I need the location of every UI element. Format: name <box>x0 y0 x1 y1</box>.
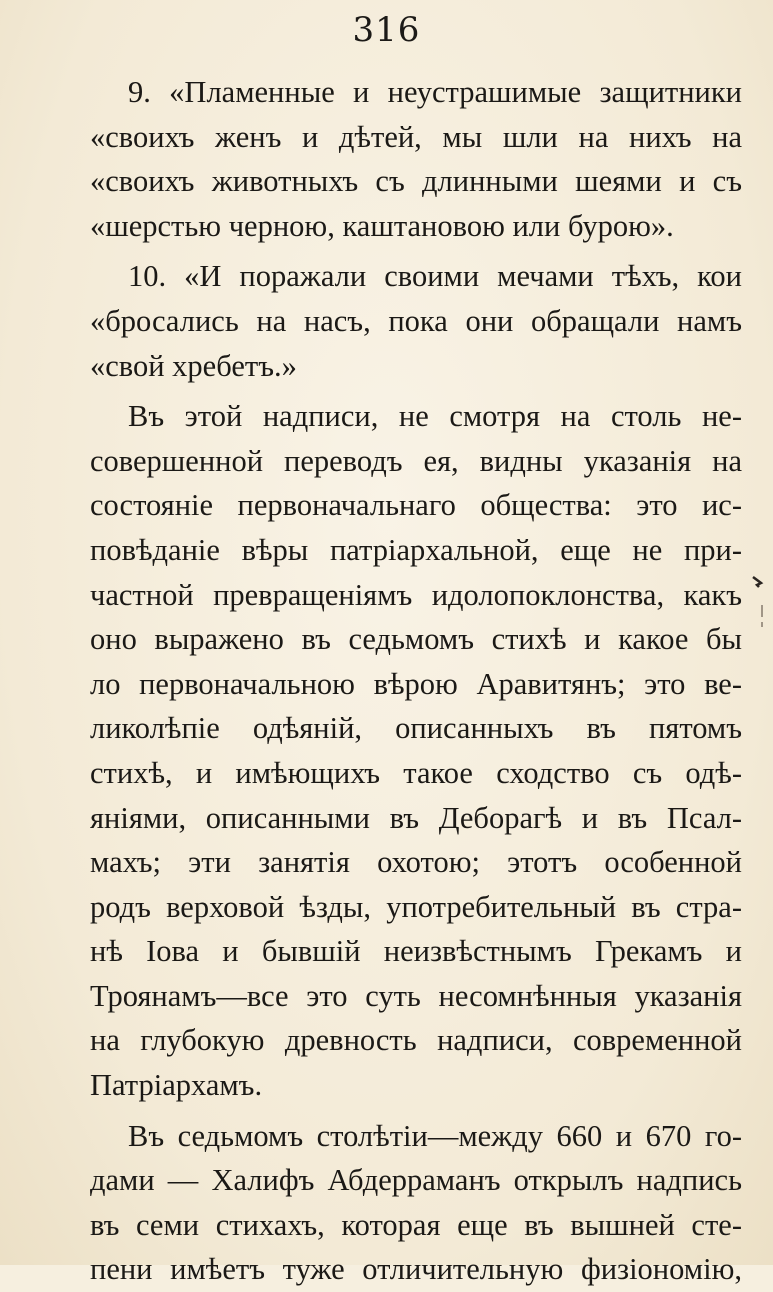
text-line: Патріархамъ. <box>90 1068 263 1103</box>
text-line: повѣданіе вѣры патріархальной, еще не при- <box>90 532 742 567</box>
margin-mark-icon <box>749 575 767 635</box>
text-line: Въ седьмомъ столѣтіи—между 660 и 670 го- <box>128 1118 742 1153</box>
text-line: Въ этой надписи, не смотря на столь не- <box>128 399 742 434</box>
text-line: родъ верховой ѣзды, употребительный въ стра- <box>90 889 742 924</box>
text-line: оно выражено въ седьмомъ стихѣ и какое бы <box>90 622 742 657</box>
page-number: 316 <box>352 10 421 50</box>
text-line: Троянамъ—все это суть несомнѣнныя указанія <box>90 978 742 1013</box>
text-line: «своихъ животныхъ съ длинными шеями и съ <box>90 164 742 199</box>
text-line: состояніе первоначальнаго общества: это ис- <box>90 488 742 523</box>
text-line: ликолѣпіе одѣяній, описанныхъ въ пятомъ <box>90 711 742 746</box>
text-line: «свой хребетъ.» <box>90 348 297 383</box>
margin-mark <box>749 575 767 635</box>
text-line: 10. «И поражали своими мечами тѣхъ, кои <box>128 259 742 294</box>
text-line: ло первоначальною вѣрою Аравитянъ; это ве- <box>90 666 742 701</box>
text-line: совершенной переводъ ея, видны указанія на <box>90 443 742 478</box>
text-line: «шерстью черною, каштановою или бурою». <box>90 208 674 243</box>
text-line: въ семи стихахъ, которая еще въ вышней сте- <box>90 1207 742 1242</box>
text-line: «своихъ женъ и дѣтей, мы шли на нихъ на <box>90 119 742 154</box>
text-line: «бросались на насъ, пока они обращали намъ <box>90 303 742 338</box>
text-line: махъ; эти занятія охотою; этотъ особенной <box>90 845 742 880</box>
text-line: нѣ Іова и бывшій неизвѣстнымъ Грекамъ и <box>90 934 742 969</box>
text-line: стихѣ, и имѣющихъ такое сходство съ одѣ- <box>90 755 742 790</box>
text-line: на глубокую древность надписи, современной <box>90 1023 742 1058</box>
page-text <box>90 70 742 1292</box>
text-line: пени имѣетъ туже отличительную физіономію, <box>90 1252 742 1287</box>
text-line: 9. «Пламенные и неустрашимые защитники <box>128 75 742 109</box>
text-line: частной превращеніямъ идолопоклонства, какъ <box>90 577 742 612</box>
text-line: яніями, описанными въ Деборагѣ и въ Псал- <box>90 800 742 835</box>
text-line: дами — Халифъ Абдерраманъ открылъ надпись <box>90 1163 742 1198</box>
